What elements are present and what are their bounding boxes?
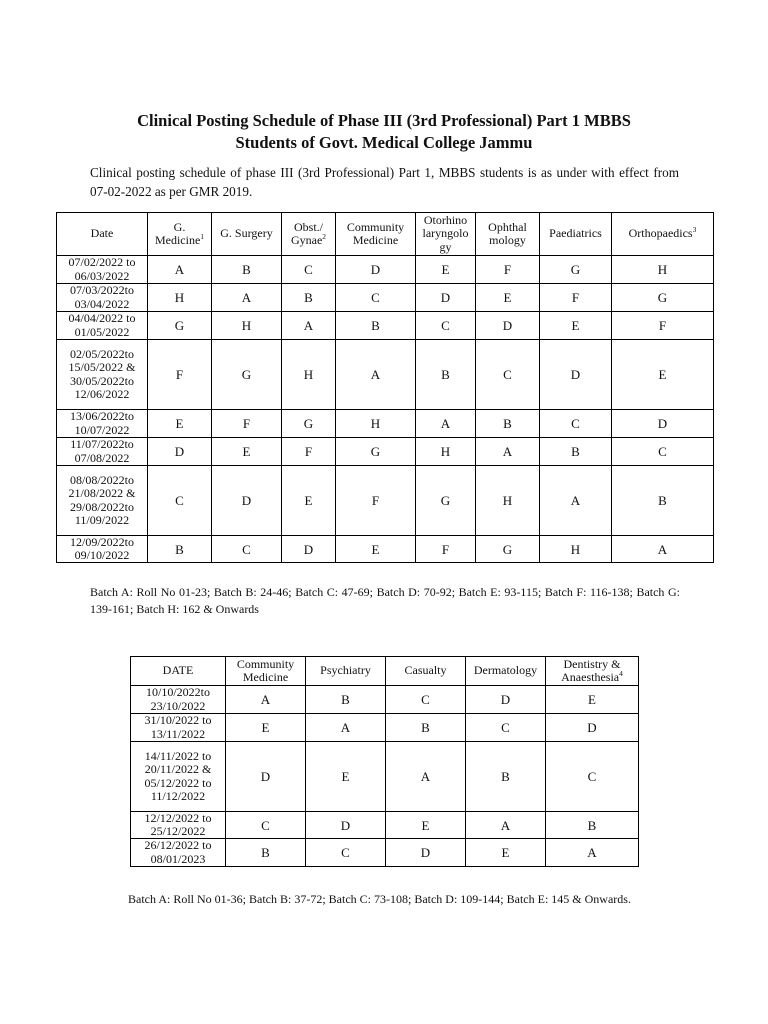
table2-date-cell: 14/11/2022 to 20/11/2022 & 05/12/2022 to 11/12/2022 bbox=[131, 742, 226, 812]
table1-batch-cell: F bbox=[612, 312, 714, 340]
table1-header-g-surgery: G. Surgery bbox=[212, 213, 282, 256]
table1-date-cell: 13/06/2022to 10/07/2022 bbox=[57, 410, 148, 438]
table2-header-date: DATE bbox=[131, 657, 226, 686]
table1-row bbox=[57, 284, 714, 312]
table1-batch-cell: H bbox=[336, 410, 416, 438]
table1-batch-cell: A bbox=[282, 312, 336, 340]
table1-header-community-medicine: Community Medicine bbox=[336, 213, 416, 256]
table1-header-paediatrics: Paediatrics bbox=[540, 213, 612, 256]
table1-batch-cell: D bbox=[336, 256, 416, 284]
table1-batch-cell: C bbox=[476, 340, 540, 410]
table2-row bbox=[131, 686, 639, 714]
table2-row bbox=[131, 812, 639, 839]
table1-batch-cell: G bbox=[148, 312, 212, 340]
table2-header-community-medicine: Community Medicine bbox=[226, 657, 306, 686]
table2-batch-cell: A bbox=[306, 714, 386, 742]
table1-batch-cell: G bbox=[416, 466, 476, 536]
table1-batch-cell: D bbox=[612, 410, 714, 438]
table1-batch-cell: D bbox=[540, 340, 612, 410]
table1-date-cell: 07/02/2022 to 06/03/2022 bbox=[57, 256, 148, 284]
table1-date-cell: 07/03/2022to 03/04/2022 bbox=[57, 284, 148, 312]
table1-batch-cell: A bbox=[476, 438, 540, 466]
batch-note-2: Batch A: Roll No 01-36; Batch B: 37-72; Batch C: 73-108; Batch D: 109-144; Batch E: 145 & Onwards. bbox=[128, 892, 631, 906]
table1-batch-cell: H bbox=[416, 438, 476, 466]
page-title-line-1: Clinical Posting Schedule of Phase III (3rd Professional) Part 1 MBBS bbox=[137, 111, 631, 130]
table1-batch-cell: B bbox=[212, 256, 282, 284]
table1-batch-cell: H bbox=[148, 284, 212, 312]
table1-batch-cell: B bbox=[540, 438, 612, 466]
table2-batch-cell: A bbox=[546, 839, 639, 866]
table1-batch-cell: G bbox=[612, 284, 714, 312]
table2-batch-cell: A bbox=[386, 742, 466, 812]
table1-date-cell: 02/05/2022to 15/05/2022 & 30/05/2022to 12/06/2022 bbox=[57, 340, 148, 410]
table1-batch-cell: E bbox=[416, 256, 476, 284]
table2-batch-cell: B bbox=[306, 686, 386, 714]
table2-batch-cell: D bbox=[306, 812, 386, 839]
table1-batch-cell: D bbox=[212, 466, 282, 536]
table1-batch-cell: C bbox=[148, 466, 212, 536]
table1-row bbox=[57, 410, 714, 438]
table1-header-obst-gynae: Obst./ Gynae$^2$ bbox=[282, 213, 336, 256]
table1-batch-cell: C bbox=[336, 284, 416, 312]
table1-batch-cell: F bbox=[212, 410, 282, 438]
table1-batch-cell: D bbox=[282, 536, 336, 563]
table2-batch-cell: B bbox=[226, 839, 306, 866]
table1-batch-cell: E bbox=[476, 284, 540, 312]
table2-batch-cell: A bbox=[466, 812, 546, 839]
table1-batch-cell: E bbox=[336, 536, 416, 563]
table1-batch-cell: B bbox=[612, 466, 714, 536]
table1-batch-cell: A bbox=[336, 340, 416, 410]
table2-batch-cell: E bbox=[546, 686, 639, 714]
table2-batch-cell: C bbox=[386, 686, 466, 714]
table2-batch-cell: B bbox=[466, 742, 546, 812]
table1-batch-cell: F bbox=[336, 466, 416, 536]
table2-batch-cell: B bbox=[386, 714, 466, 742]
table2-header-casualty: Casualty bbox=[386, 657, 466, 686]
table2-batch-cell: C bbox=[226, 812, 306, 839]
table1-batch-cell: H bbox=[212, 312, 282, 340]
table2-row bbox=[131, 839, 639, 866]
table2-batch-cell: C bbox=[546, 742, 639, 812]
table2-row bbox=[131, 742, 639, 812]
table1-batch-cell: H bbox=[612, 256, 714, 284]
table2-batch-cell: E bbox=[386, 812, 466, 839]
table1-date-cell: 08/08/2022to 21/08/2022 & 29/08/2022to 11/09/2022 bbox=[57, 466, 148, 536]
table1-batch-cell: D bbox=[148, 438, 212, 466]
table1-batch-cell: A bbox=[612, 536, 714, 563]
table2-header-dermatology: Dermatology bbox=[466, 657, 546, 686]
table1-row bbox=[57, 312, 714, 340]
table1-batch-cell: C bbox=[282, 256, 336, 284]
table1-row bbox=[57, 466, 714, 536]
table1-batch-cell: B bbox=[148, 536, 212, 563]
table1-batch-cell: A bbox=[540, 466, 612, 536]
schedule-table-1 bbox=[56, 212, 714, 563]
table1-batch-cell: C bbox=[416, 312, 476, 340]
table2-batch-cell: B bbox=[546, 812, 639, 839]
table2-row bbox=[131, 714, 639, 742]
table1-batch-cell: G bbox=[476, 536, 540, 563]
table1-batch-cell: E bbox=[282, 466, 336, 536]
batch-note-1: Batch A: Roll No 01-23; Batch B: 24-46; Batch C: 47-69; Batch D: 70-92; Batch E: 93-115; Batch F: 116-138; Batch G: 139-161; Batch H: 162 & Onwards bbox=[90, 585, 680, 616]
table1-batch-cell: B bbox=[336, 312, 416, 340]
table1-batch-cell: H bbox=[476, 466, 540, 536]
table1-date-cell: 04/04/2022 to 01/05/2022 bbox=[57, 312, 148, 340]
table2-batch-cell: D bbox=[546, 714, 639, 742]
table1-batch-cell: A bbox=[416, 410, 476, 438]
table1-batch-cell: G bbox=[336, 438, 416, 466]
table1-row bbox=[57, 340, 714, 410]
table2-batch-cell: A bbox=[226, 686, 306, 714]
table1-batch-cell: C bbox=[612, 438, 714, 466]
table1-row bbox=[57, 438, 714, 466]
table1-batch-cell: D bbox=[416, 284, 476, 312]
table2-batch-cell: D bbox=[466, 686, 546, 714]
table2-header-dentistry-anaesthesia: Dentistry & Anaesthesia$^4$ bbox=[546, 657, 639, 686]
table2-date-cell: 31/10/2022 to 13/11/2022 bbox=[131, 714, 226, 742]
table1-batch-cell: F bbox=[416, 536, 476, 563]
table1-batch-cell: C bbox=[212, 536, 282, 563]
table1-batch-cell: G bbox=[540, 256, 612, 284]
table1-header-ophthalmology: Ophthal mology bbox=[476, 213, 540, 256]
table1-batch-cell: A bbox=[148, 256, 212, 284]
table2-date-cell: 12/12/2022 to 25/12/2022 bbox=[131, 812, 226, 839]
table2-batch-cell: C bbox=[466, 714, 546, 742]
intro-paragraph: Clinical posting schedule of phase III (3rd Professional) Part 1, MBBS students is as under with effect from 07-02-2022 as per GMR 2019. bbox=[90, 165, 679, 199]
table1-batch-cell: G bbox=[212, 340, 282, 410]
table1-header-orthopaedics: Orthopaedics$^3$ bbox=[612, 213, 714, 256]
table2-batch-cell: E bbox=[306, 742, 386, 812]
table1-header-g-medicine: G. Medicine$^1$ bbox=[148, 213, 212, 256]
table1-batch-cell: B bbox=[282, 284, 336, 312]
table1-batch-cell: C bbox=[540, 410, 612, 438]
page-title-line-2: Students of Govt. Medical College Jammu bbox=[235, 133, 533, 152]
table1-batch-cell: D bbox=[476, 312, 540, 340]
table2-batch-cell: C bbox=[306, 839, 386, 866]
table1-batch-cell: F bbox=[540, 284, 612, 312]
table1-batch-cell: E bbox=[540, 312, 612, 340]
table1-batch-cell: F bbox=[148, 340, 212, 410]
table1-batch-cell: A bbox=[212, 284, 282, 312]
table1-batch-cell: H bbox=[540, 536, 612, 563]
schedule-table-2 bbox=[130, 656, 639, 867]
table2-header-psychiatry: Psychiatry bbox=[306, 657, 386, 686]
table2-date-cell: 10/10/2022to 23/10/2022 bbox=[131, 686, 226, 714]
table1-row bbox=[57, 536, 714, 563]
table2-batch-cell: E bbox=[466, 839, 546, 866]
table1-batch-cell: B bbox=[416, 340, 476, 410]
table2-batch-cell: E bbox=[226, 714, 306, 742]
table1-batch-cell: F bbox=[282, 438, 336, 466]
table2-batch-cell: D bbox=[226, 742, 306, 812]
table2-date-cell: 26/12/2022 to 08/01/2023 bbox=[131, 839, 226, 866]
table1-batch-cell: B bbox=[476, 410, 540, 438]
table1-header-date: Date bbox=[57, 213, 148, 256]
table1-batch-cell: E bbox=[612, 340, 714, 410]
table1-row bbox=[57, 256, 714, 284]
table1-batch-cell: G bbox=[282, 410, 336, 438]
table1-batch-cell: E bbox=[212, 438, 282, 466]
table1-batch-cell: F bbox=[476, 256, 540, 284]
table1-date-cell: 12/09/2022to 09/10/2022 bbox=[57, 536, 148, 563]
table1-batch-cell: E bbox=[148, 410, 212, 438]
table1-batch-cell: H bbox=[282, 340, 336, 410]
table1-date-cell: 11/07/2022to 07/08/2022 bbox=[57, 438, 148, 466]
table1-header-otorhinolaryngology: Otorhino laryngolo gy bbox=[416, 213, 476, 256]
table2-batch-cell: D bbox=[386, 839, 466, 866]
